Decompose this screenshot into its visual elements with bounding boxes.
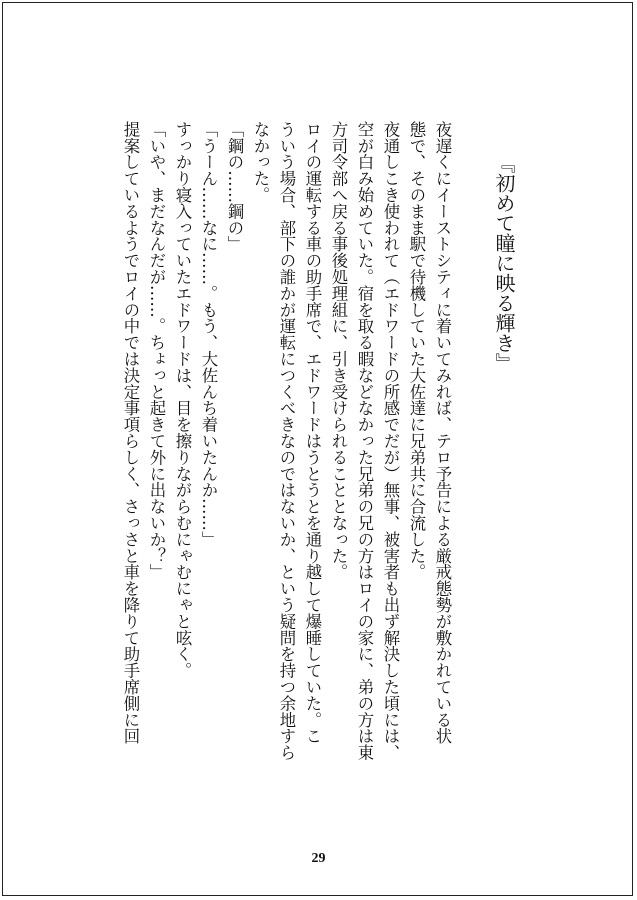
book-page — [2, 2, 633, 896]
text-line: 「いや、まだなんだが……。ちょっと起きて外に出ないか？」 — [147, 121, 166, 581]
text-line: すっかり寝入っていたエドワードは、目を擦りながらむにゃむにゃと呟く。 — [173, 121, 192, 679]
text-line: 夜遅くにイーストシティに着いてみれば、テロ予告による厳戒態勢が敷かれている状 — [433, 121, 452, 745]
page-number: 29 — [311, 851, 326, 866]
text-line: 空が白み始めていた。宿を取る暇などなかった兄弟の兄の方はロイの家に、弟の方は東 — [355, 121, 374, 761]
chapter-title: 『初めて瞳に映る輝き』 — [492, 153, 516, 373]
text-line: 夜通しこき使われて（エドワードの所感でだが）無事、被害者も出ず解決した頃には、 — [381, 121, 400, 761]
text-line: なかった。 — [251, 121, 270, 203]
text-line: ロイの運転する車の助手席で、エドワードはうとうとを通り越して爆睡していた。こ — [303, 121, 322, 745]
text-line: 方司令部へ戻る事後処理組に、引き受けられることとなった。 — [329, 121, 348, 581]
text-line: 「うーん……なに……。もう、大佐んち着いたんか……」 — [199, 121, 218, 548]
text-line: 「鋼の……鋼の」 — [225, 121, 244, 253]
text-line: 態で、そのまま駅で待機していた大佐達に兄弟共に合流した。 — [407, 121, 426, 581]
text-line: ういう場合、部下の誰かが運転につくべきなのではないか、という疑問を持つ余地すら — [277, 121, 296, 761]
text-line: 提案しているようでロイの中では決定事項らしく、さっさと車を降りて助手席側に回 — [121, 121, 140, 745]
body-text — [115, 121, 455, 833]
